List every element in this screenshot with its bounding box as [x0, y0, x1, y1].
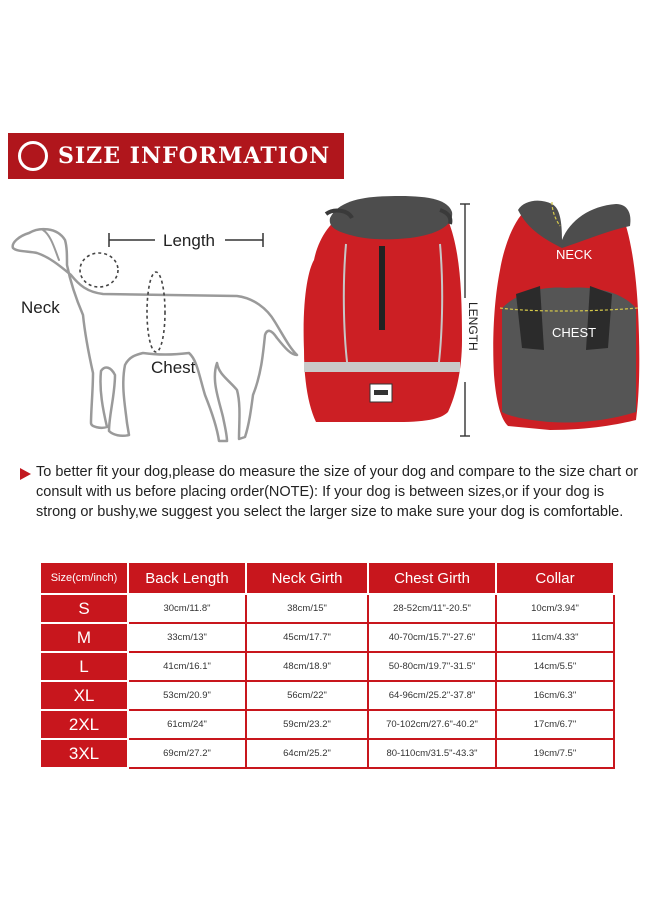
header-neck-girth: Neck Girth	[246, 562, 368, 594]
size-cell: S	[40, 594, 128, 623]
dog-silhouette	[13, 229, 297, 441]
neck-girth-cell: 45cm/17.7"	[246, 623, 368, 652]
header-back-length: Back Length	[128, 562, 246, 594]
neck-label: Neck	[21, 298, 60, 317]
chest-girth-cell: 40-70cm/15.7"-27.6"	[368, 623, 496, 652]
table-row	[40, 710, 614, 739]
chest-girth-cell: 80-110cm/31.5"-43.3"	[368, 739, 496, 768]
table-row	[40, 594, 614, 623]
header-chest-girth: Chest Girth	[368, 562, 496, 594]
chest-girth-cell: 50-80cm/19.7"-31.5"	[368, 652, 496, 681]
size-cell: XL	[40, 681, 128, 710]
neck-girth-cell: 38cm/15"	[246, 594, 368, 623]
back-length-cell: 61cm/24"	[128, 710, 246, 739]
size-cell: L	[40, 652, 128, 681]
neck-girth-cell: 56cm/22"	[246, 681, 368, 710]
back-length-cell: 33cm/13"	[128, 623, 246, 652]
neck-marker	[80, 253, 118, 287]
chest-label: Chest	[151, 358, 196, 377]
coat-chest-label: CHEST	[552, 325, 597, 340]
table-row	[40, 739, 614, 768]
collar-cell: 14cm/5.5"	[496, 652, 614, 681]
banner-circle-icon	[18, 141, 48, 171]
arrow-right-icon	[20, 468, 31, 480]
length-label: Length	[163, 231, 215, 250]
collar-cell: 11cm/4.33"	[496, 623, 614, 652]
chest-girth-cell: 70-102cm/27.6"-40.2"	[368, 710, 496, 739]
coat-neck-label: NECK	[556, 247, 593, 262]
table-row	[40, 652, 614, 681]
coat-back-view	[493, 201, 639, 430]
back-length-cell: 41cm/16.1"	[128, 652, 246, 681]
chest-girth-cell: 28-52cm/11"-20.5"	[368, 594, 496, 623]
table-row	[40, 623, 614, 652]
header-collar: Collar	[496, 562, 614, 594]
coat-length-label: LENGTH	[466, 302, 480, 351]
fit-note-text: To better fit your dog,please do measure the size of your dog and compare to the size chart or consult with us before placing order(NOTE): If your dog is between sizes,or if your dog is strong or bushy,we suggest you select the larger size to make sure your dog is comfortable.	[36, 464, 639, 520]
collar-cell: 17cm/6.7"	[496, 710, 614, 739]
chest-girth-cell: 64-96cm/25.2"-37.8"	[368, 681, 496, 710]
neck-girth-cell: 59cm/23.2"	[246, 710, 368, 739]
table-row	[40, 681, 614, 710]
collar-cell: 10cm/3.94"	[496, 594, 614, 623]
size-cell: M	[40, 623, 128, 652]
coat-front-view	[304, 196, 462, 422]
dog-measurement-diagram	[5, 205, 305, 455]
neck-girth-cell: 64cm/25.2"	[246, 739, 368, 768]
fit-note	[20, 462, 640, 522]
size-cell: 3XL	[40, 739, 128, 768]
collar-cell: 19cm/7.5"	[496, 739, 614, 768]
neck-girth-cell: 48cm/18.9"	[246, 652, 368, 681]
banner-title: SIZE INFORMATION	[58, 143, 331, 169]
header-size: Size(cm/inch)	[40, 562, 128, 594]
size-info-banner	[8, 133, 344, 179]
size-chart-table	[39, 561, 615, 769]
table-header-row	[40, 562, 614, 594]
size-cell: 2XL	[40, 710, 128, 739]
coat-product-images	[290, 190, 645, 450]
back-length-cell: 53cm/20.9"	[128, 681, 246, 710]
collar-cell: 16cm/6.3"	[496, 681, 614, 710]
chest-marker	[147, 272, 165, 352]
back-length-cell: 69cm/27.2"	[128, 739, 246, 768]
back-length-cell: 30cm/11.8"	[128, 594, 246, 623]
